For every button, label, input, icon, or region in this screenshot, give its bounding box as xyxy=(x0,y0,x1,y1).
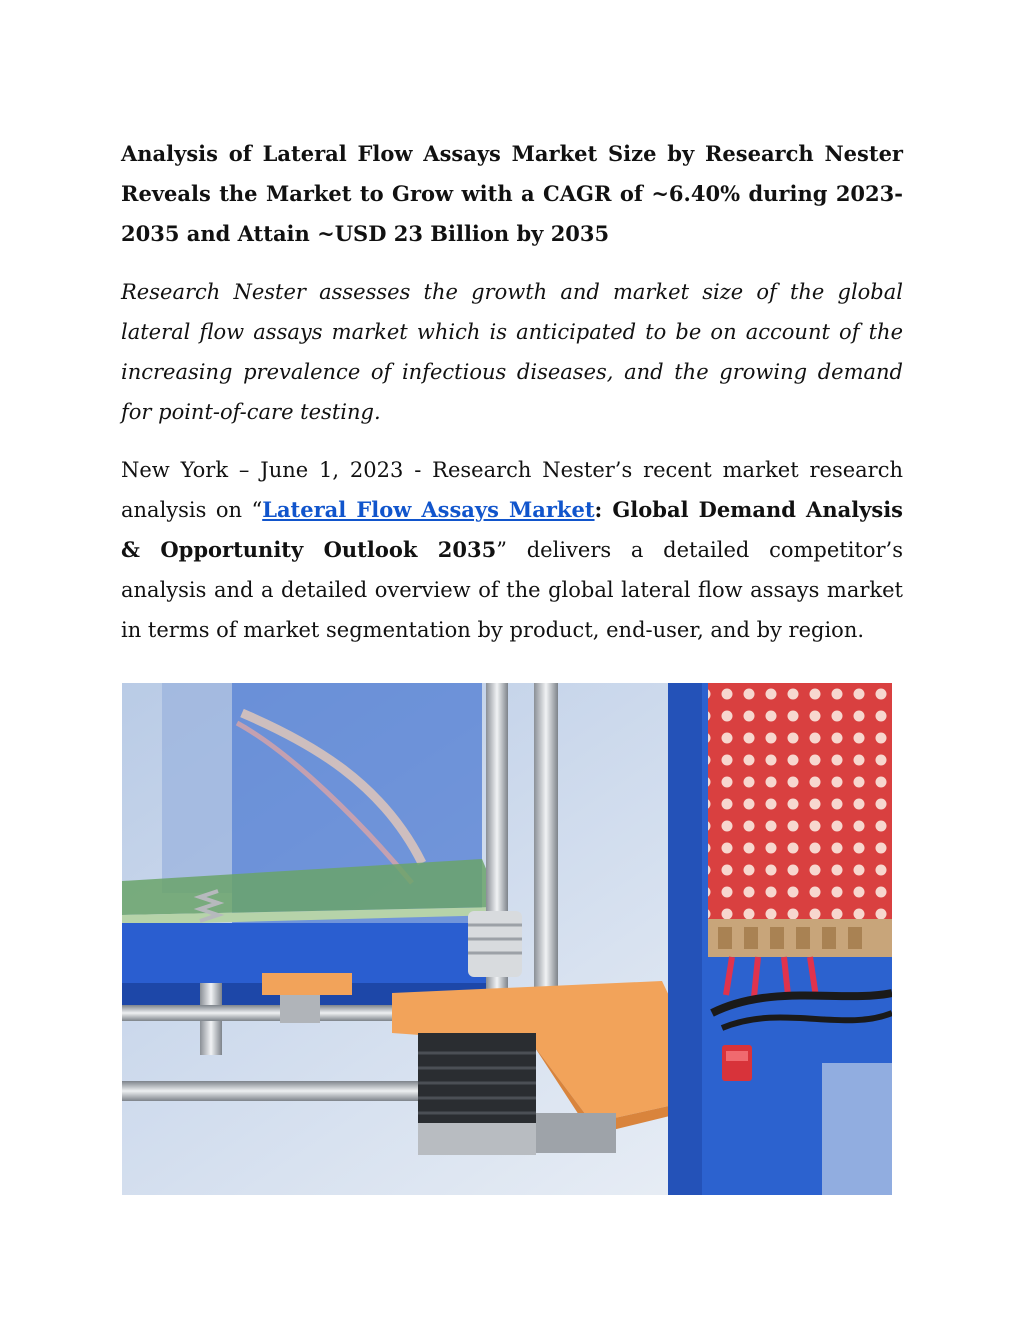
lab-equipment-photo xyxy=(122,683,892,1195)
body-rest: delivers a detailed competitor’s analysis and a detailed overview of the global lateral flow assays market in terms of market segmentation by product, end-user, and by region. xyxy=(121,538,903,642)
closing-quote: ” xyxy=(496,538,507,562)
article-lead: Research Nester assesses the growth and market size of the global lateral flow assays market which is anticipated to be on account of the increasing prevalence of infectious diseases, and the growing demand for point-of-care testing. xyxy=(121,280,903,424)
report-title: : Global Demand Analysis & Opportunity Outlook 2035 xyxy=(121,497,904,562)
market-report-link[interactable]: Lateral Flow Assays Market xyxy=(262,497,595,522)
article-body xyxy=(121,450,903,650)
article-headline: Analysis of Lateral Flow Assays Market Size by Research Nester Reveals the Market to Grow with a CAGR of ~6.40% during 2023-2035 and Attain ~USD 23 Billion by 2035 xyxy=(121,141,903,246)
article-image xyxy=(122,683,892,1195)
body-intro: New York – June 1, 2023 - Research Nester’s recent market research analysis on “ xyxy=(121,458,903,522)
article-content xyxy=(121,134,903,650)
